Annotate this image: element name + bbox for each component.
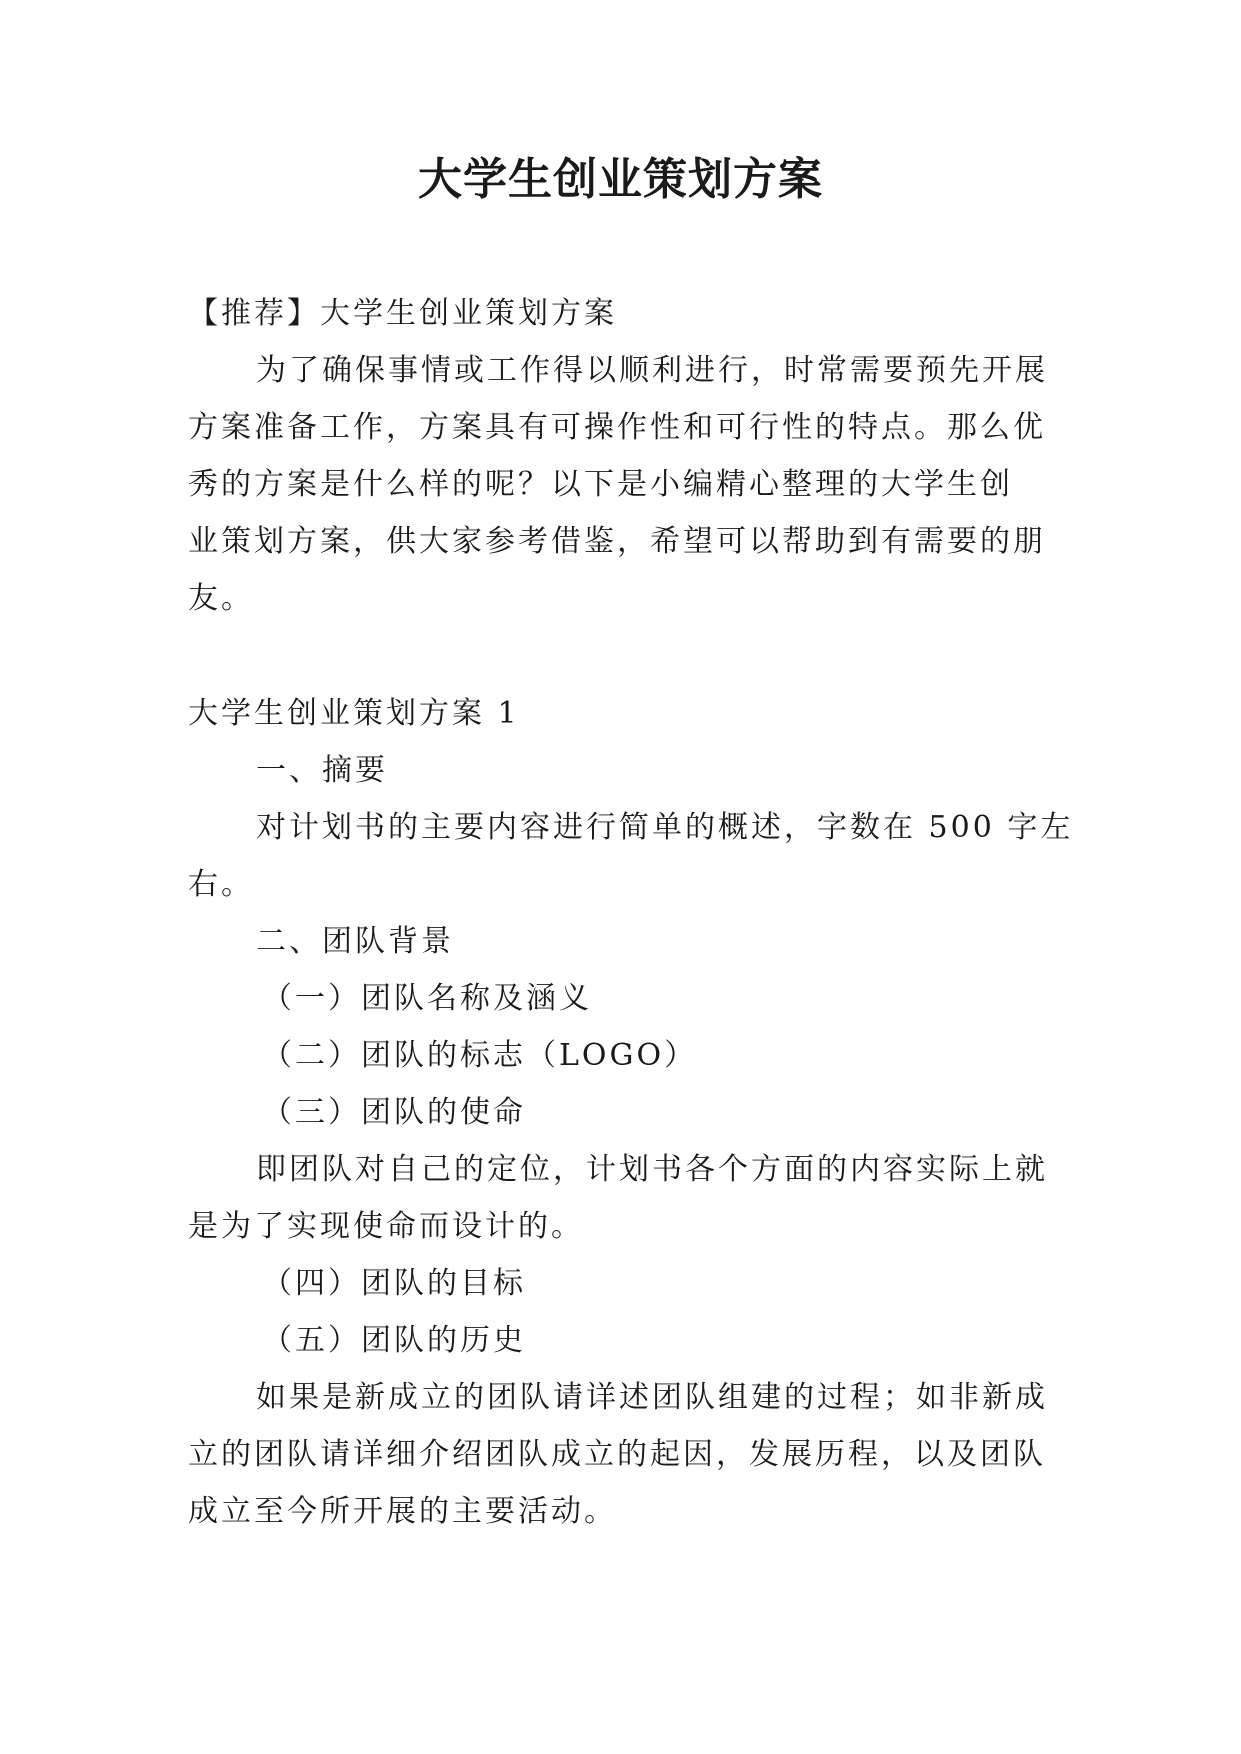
section-heading: 大学生创业策划方案 1 bbox=[188, 696, 520, 731]
summary-paragraph-line-1: 对计划书的主要内容进行简单的概述，字数在 500 字左 bbox=[256, 810, 1074, 845]
intro-paragraph-line-4: 业策划方案，供大家参考借鉴，希望可以帮助到有需要的朋 bbox=[188, 524, 1046, 559]
intro-paragraph-line-5: 友。 bbox=[188, 581, 254, 616]
subheading-team-history: （五）团队的历史 bbox=[262, 1323, 526, 1358]
history-paragraph-line-3: 成立至今所开展的主要活动。 bbox=[188, 1494, 617, 1529]
subheading-team-logo: （二）团队的标志（LOGO） bbox=[262, 1038, 698, 1073]
heading-summary: 一、摘要 bbox=[256, 753, 388, 788]
subheading-team-mission: （三）团队的使命 bbox=[262, 1095, 526, 1130]
subheading-team-name: （一）团队名称及涵义 bbox=[262, 981, 592, 1016]
mission-paragraph-line-2: 是为了实现使命而设计的。 bbox=[188, 1209, 584, 1244]
recommend-line: 【推荐】大学生创业策划方案 bbox=[188, 296, 617, 331]
summary-paragraph-line-2: 右。 bbox=[188, 867, 254, 902]
intro-paragraph-line-1: 为了确保事情或工作得以顺利进行，时常需要预先开展 bbox=[256, 353, 1048, 388]
intro-paragraph-line-2: 方案准备工作，方案具有可操作性和可行性的特点。那么优 bbox=[188, 410, 1046, 445]
history-paragraph-line-2: 立的团队请详细介绍团队成立的起因，发展历程，以及团队 bbox=[188, 1437, 1046, 1472]
document-title: 大学生创业策划方案 bbox=[418, 154, 823, 205]
mission-paragraph-line-1: 即团队对自己的定位，计划书各个方面的内容实际上就 bbox=[256, 1152, 1048, 1187]
heading-team-background: 二、团队背景 bbox=[256, 924, 454, 959]
intro-paragraph-line-3: 秀的方案是什么样的呢？以下是小编精心整理的大学生创 bbox=[188, 467, 1013, 502]
subheading-team-goal: （四）团队的目标 bbox=[262, 1266, 526, 1301]
history-paragraph-line-1: 如果是新成立的团队请详述团队组建的过程；如非新成 bbox=[256, 1380, 1048, 1415]
